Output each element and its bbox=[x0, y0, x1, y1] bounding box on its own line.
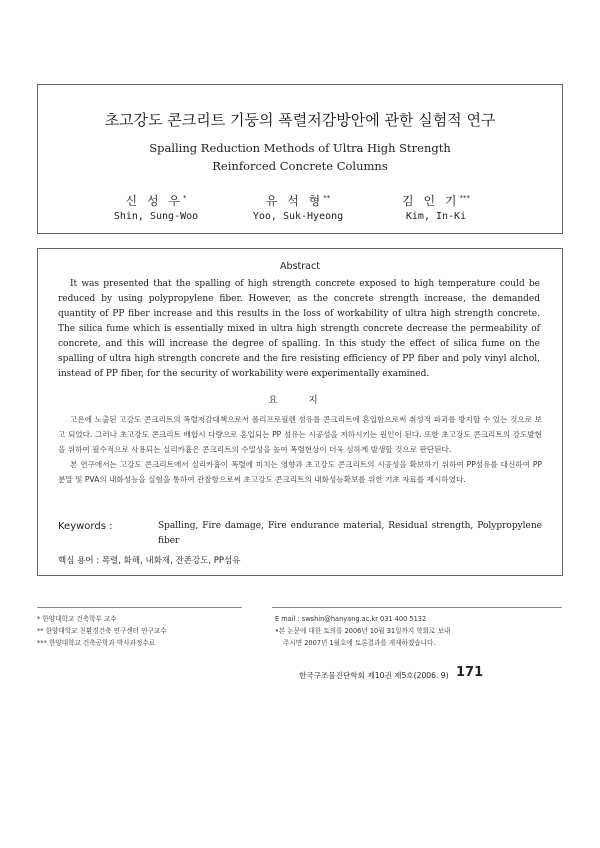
footnote-item: ** 한양대학교 친환경건축 연구센터 연구교수 bbox=[37, 627, 167, 635]
author-2-name-ko: 유 석 형 bbox=[265, 194, 324, 208]
paper-title-english-line1: Spalling Reduction Methods of Ultra High Strength bbox=[149, 141, 451, 155]
author-3 bbox=[376, 192, 496, 209]
author-1 bbox=[96, 192, 216, 209]
korean-summary bbox=[58, 412, 542, 487]
abstract-box bbox=[37, 248, 563, 576]
author-2 bbox=[238, 192, 358, 209]
korean-summary-paragraph-1: 고온에 노출된 고강도 콘크리트의 폭렬저감대책으로서 폴리프로필렌 섬유를 콘크리트에 혼입함으로써 취성적 파괴를 방지할 수 있는 것으로 보고 되었다. 그러나 초고강도 콘크리트 배합시 다량으로 혼입되는 PP 섬유는 시공성을 저하시키는 원인이 된다. 또한 초고강도 콘크리트의 강도발현을 위하여 필수적으로 사용되는 실리카흄은 콘크리트의 수밀성을 높여 폭렬현상이 더욱 심하게 발생할 것으로 판단된다. bbox=[58, 415, 542, 454]
keywords-value: Spalling, Fire damage, Fire endurance material, Residual strength, Polypropylene fiber bbox=[158, 521, 542, 546]
author-1-mark: * bbox=[182, 194, 187, 202]
keywords-korean-value: 폭렬, 화해, 내화재, 잔존강도, PP섬유 bbox=[101, 556, 241, 566]
author-2-mark: ** bbox=[323, 194, 331, 202]
abstract-text: It was presented that the spalling of high strength concrete exposed to high temperature could be reduced by using polypropylene fiber. However, as the concrete strength increase, the demanded quantity of PP fiber increase and this results in the loss of workability of ultra high strength concrete. The silica fume which is essentially mixed in ultra high strength concrete decrease the permeability of concrete, and this will increase the degree of spalling. In this study the effect of silica fume on the spalling of ultra high strength concrete and the fire resisting efficiency of PP fiber and poly vinyl alchol, instead of PP fiber, for the security of workability were experimentally examined. bbox=[58, 279, 540, 379]
author-3-mark: *** bbox=[459, 194, 470, 202]
contact-footnotes bbox=[275, 613, 563, 649]
affiliation-footnotes bbox=[37, 613, 257, 649]
paper-title-english-line2: Reinforced Concrete Columns bbox=[212, 159, 388, 173]
title-box bbox=[37, 84, 563, 234]
korean-summary-paragraph-2: 본 연구에서는 고강도 콘크리트에서 실리카흄이 폭렬에 미치는 영향과 초고강도 콘크리트의 시공성을 확보하기 위하여 PP섬유를 대신하여 PP분말 및 PVA의 내화성능을 실험을 통하여 관찰함으로써 초고강도 콘크리트의 내화성능확보를 위한 기초 자료를 제시하였다. bbox=[58, 460, 542, 484]
footnote-item: * 한양대학교 건축학부 교수 bbox=[37, 615, 117, 623]
author-3-name-ko: 김 인 기 bbox=[402, 194, 460, 208]
page-number: 171 bbox=[456, 665, 484, 680]
footnote-email: E mail : swshin@hanyang.ac.kr 031 400 5132 bbox=[275, 615, 427, 623]
abstract-heading: Abstract bbox=[280, 261, 320, 272]
author-1-name-en: Shin, Sung-Woo bbox=[113, 211, 199, 222]
author-2-name-en: Yoo, Suk-Hyeong bbox=[252, 211, 344, 222]
journal-info: 한국구조물진단학회 제10권 제5호(2006. 9) bbox=[299, 671, 449, 680]
keywords-label: Keywords : bbox=[58, 521, 113, 532]
keywords bbox=[58, 519, 542, 549]
paper-title-korean: 초고강도 콘크리트 기둥의 폭렬저감방안에 관한 실험적 연구 bbox=[104, 111, 496, 129]
keywords-korean bbox=[58, 554, 542, 566]
footnote-divider-right bbox=[272, 607, 562, 608]
footnote-discussion: •본 논문에 대한 토의를 2006년 10월 31일까지 학회로 보내 bbox=[275, 627, 451, 635]
author-1-name-ko: 신 성 우 bbox=[125, 194, 183, 208]
keywords-korean-label: 핵심 용어 : bbox=[58, 556, 100, 566]
footnote-item: *** 한양대학교 건축공학과 박사과정수료 bbox=[37, 639, 156, 647]
korean-summary-heading: 요 지 bbox=[268, 395, 332, 406]
author-3-name-en: Kim, In-Ki bbox=[405, 211, 467, 222]
footnote-divider-left bbox=[37, 607, 242, 608]
footnote-discussion-cont: 주시면 2007년 1월호에 토론결과를 게재하겠습니다. bbox=[283, 639, 436, 647]
